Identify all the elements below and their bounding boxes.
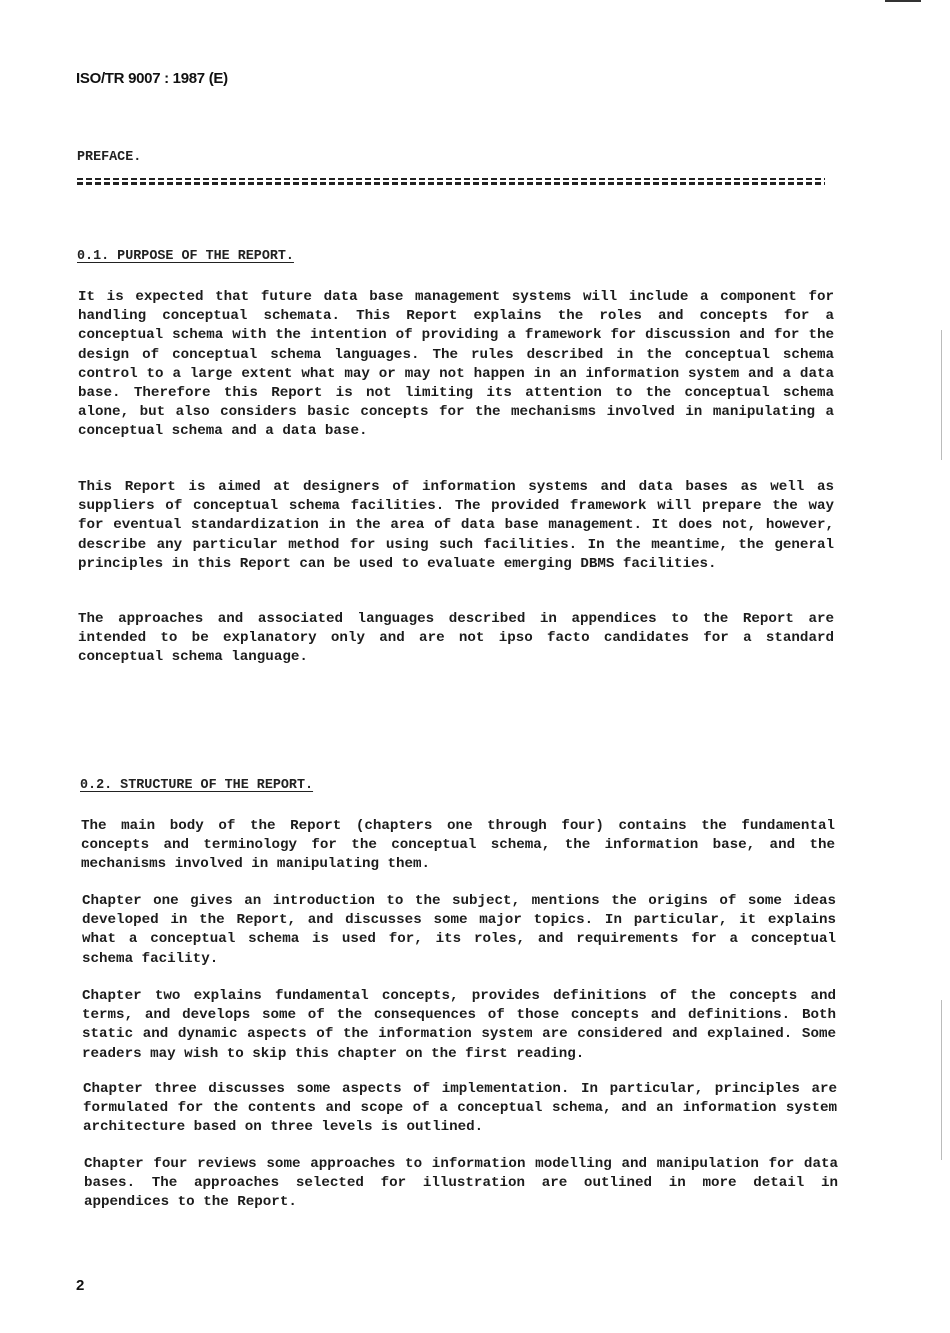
document-header: ISO/TR 9007 : 1987 (E)	[76, 70, 228, 87]
paragraph: Chapter four reviews some approaches to information modelling and manipulation for data bases. The approaches selected for illustration are outlined in more detail in appendices to the Report.	[84, 1156, 838, 1211]
section-heading-structure: 0.2. STRUCTURE OF THE REPORT.	[80, 778, 314, 793]
paragraph: Chapter two explains fundamental concepts, provides definitions of the concepts and terms, and develops some of the consequences of those concepts and definitions. Both static and dynamic aspects of the information system are considered and explained. Some readers may wish to skip this chapter on the first reading.	[82, 988, 836, 1062]
paragraph: This Report is aimed at designers of information systems and data bases as well as suppliers of conceptual schema facilities. The provided framework will prepare the way for eventual standardization in the area of data base management. It does not, however, describe any particular method for using such facilities. In the meantime, the general principles in this Report can be used to evaluate emerging DBMS facilities.	[78, 479, 834, 572]
paragraph: Chapter one gives an introduction to the subject, mentions the origins of some ideas developed in the Report, and discusses some major topics. In particular, it explains what a conceptual schema is used for, its roles, and requirements for a conceptual schema facility.	[82, 893, 836, 967]
section-heading-purpose: 0.1. PURPOSE OF THE REPORT.	[77, 249, 294, 264]
preface-title: PREFACE.	[77, 150, 142, 165]
paragraph: The approaches and associated languages described in appendices to the Report are intended to be explanatory only and are not ipso facto candidates for a standard conceptual schema language.	[78, 611, 834, 666]
page-number: 2	[76, 1277, 85, 1294]
scan-edge-mark	[885, 0, 921, 2]
scan-margin-mark	[941, 330, 942, 460]
paragraph: It is expected that future data base management systems will include a component for handling conceptual schemata. This Report explains the roles and concepts for a conceptual schema with the intention of providing a framework for discussion and for the design of conceptual schema languages. The rules described in the conceptual schema control to a large extent what may or may not happen in an information system and a data base. Therefore this Report is not limiting its attention to the conceptual schema alone, but also considers basic concepts for the mechanisms involved in manipulating a conceptual schema and a data base.	[78, 289, 834, 440]
scan-margin-mark	[941, 1000, 942, 1160]
paragraph: The main body of the Report (chapters one through four) contains the fundamental concepts and terminology for the conceptual schema, the information base, and the mechanisms involved in manipulating them.	[81, 818, 835, 873]
paragraph: Chapter three discusses some aspects of implementation. In particular, principles are formulated for the contents and scope of a conceptual schema, and an information system architecture based on three levels is outlined.	[83, 1081, 837, 1136]
preface-double-underline	[77, 178, 825, 185]
